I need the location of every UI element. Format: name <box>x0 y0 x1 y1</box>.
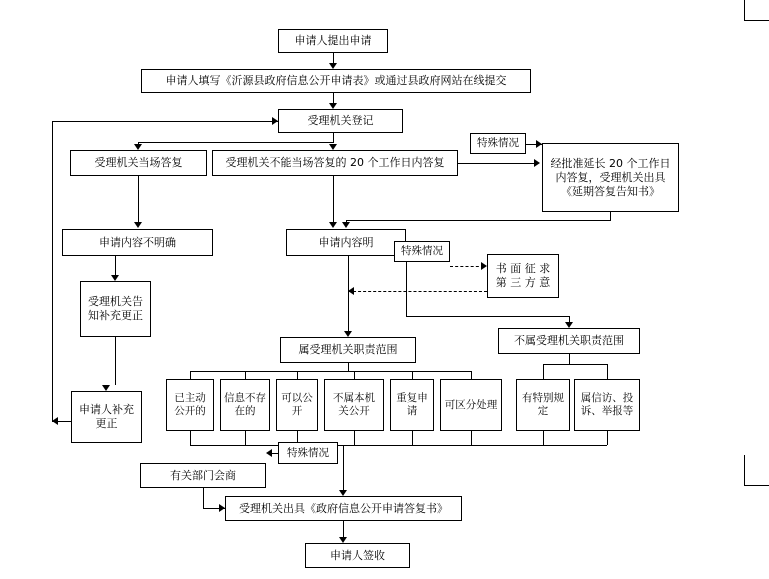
connector-left-loop-vertical <box>52 121 53 421</box>
bus-categories-right <box>543 364 607 365</box>
node-special-case-3: 特殊情况 <box>278 442 338 464</box>
connector-n9-n14-h <box>406 316 569 317</box>
node-extension-notice: 经批准延长 20 个工作日内答复，受理机关出具《延期答复告知书》 <box>542 143 679 212</box>
connector-cat4-down <box>354 431 355 445</box>
connector-cat-1 <box>190 371 191 379</box>
node-info-not-exist: 信息不存在的 <box>220 379 270 431</box>
connector-bottom-to-n26 <box>343 445 344 490</box>
connector-n11-back <box>348 291 487 292</box>
node-special-case-1: 特殊情况 <box>470 133 526 154</box>
node-outside-scope: 不属受理机关职责范围 <box>498 328 640 354</box>
connector-cat7-down <box>543 431 544 445</box>
connector-cat-5 <box>412 371 413 379</box>
node-special-provision: 有特别规定 <box>516 379 570 431</box>
connector-cat8-down <box>607 431 608 445</box>
arrowhead-n5-n7 <box>534 159 540 167</box>
node-agency-registration: 受理机关登记 <box>278 109 403 133</box>
node-issue-reply-document: 受理机关出具《政府信息公开申请答复书》 <box>225 496 462 521</box>
connector-cat6-down <box>471 431 472 445</box>
node-third-party-opinion: 书 面 征 求 第 三 方 意 <box>487 254 559 298</box>
arrowhead-n7-n9 <box>342 222 350 228</box>
node-content-unclear: 申请内容不明确 <box>62 229 213 256</box>
bus-bottom-collect <box>190 445 607 446</box>
bus-categories <box>190 371 472 372</box>
connector-cat1-down <box>190 431 191 445</box>
node-separable-handling: 可区分处理 <box>440 379 502 431</box>
arrowhead-n15-loop <box>52 417 58 425</box>
node-applicant-receives: 申请人签收 <box>305 543 410 568</box>
connector-n10-n11 <box>450 266 484 267</box>
node-repeat-application: 重复申请 <box>390 379 434 431</box>
connector-cat2-down <box>245 431 246 445</box>
corner-mark-tr-v <box>744 0 745 20</box>
corner-mark-br-h <box>744 485 769 486</box>
connector-n14-down <box>569 354 570 364</box>
arrowhead-n4-n8 <box>134 222 142 228</box>
connector-n13-down <box>348 363 349 371</box>
bus-n3-horizontal <box>138 142 334 143</box>
node-applicant-submits: 申请人提出申请 <box>278 29 388 53</box>
connector-n7-down <box>610 212 611 220</box>
connector-n5-n9 <box>333 176 334 222</box>
corner-mark-tr-h <box>744 20 769 21</box>
connector-cat-2 <box>245 371 246 379</box>
arrowhead-n5-n9 <box>329 222 337 228</box>
connector-n4-n8 <box>138 176 139 222</box>
node-notify-supplement: 受理机关告知补充更正 <box>80 281 151 337</box>
connector-n2-n3 <box>333 93 334 103</box>
node-applicant-supplement: 申请人补充更正 <box>71 391 142 443</box>
arrowhead-n24-n25 <box>266 449 272 457</box>
node-onsite-reply: 受理机关当场答复 <box>70 150 207 176</box>
arrowhead-n11-back <box>348 287 354 295</box>
connector-n25-n26-v <box>203 488 204 508</box>
connector-n9-down-right <box>406 256 407 316</box>
connector-left-loop-top <box>52 121 278 122</box>
connector-cat5-down <box>412 431 413 445</box>
connector-n12-n15 <box>115 337 116 385</box>
connector-n3-bus <box>333 133 334 142</box>
node-fill-application-form: 申请人填写《沂源县政府信息公开申请表》或通过县政府网站在线提交 <box>141 69 531 93</box>
node-can-disclose: 可以公开 <box>276 379 318 431</box>
connector-n1-n2 <box>333 53 334 63</box>
node-not-this-agency: 不属本机关公开 <box>324 379 384 431</box>
node-petition-complaint: 属信访、投诉、举报等 <box>574 379 640 431</box>
corner-mark-br-v <box>744 455 745 485</box>
node-reply-within-20-days: 受理机关不能当场答复的 20 个工作日内答复 <box>212 150 458 176</box>
node-within-scope: 属受理机关职责范围 <box>280 337 416 363</box>
connector-n26-n27 <box>343 521 344 537</box>
connector-n7-left <box>346 220 611 221</box>
connector-cat-4 <box>354 371 355 379</box>
connector-cat-7 <box>543 364 544 379</box>
node-content-clear: 申请内容明 <box>286 229 406 256</box>
node-already-public: 已主动公开的 <box>166 379 214 431</box>
node-special-case-2: 特殊情况 <box>394 241 450 262</box>
connector-n5-n7 <box>458 163 536 164</box>
connector-n8-n12 <box>115 256 116 275</box>
node-department-consultation: 有关部门会商 <box>140 463 266 488</box>
connector-cat-6 <box>471 371 472 379</box>
connector-cat-3 <box>297 371 298 379</box>
connector-cat-8 <box>607 364 608 379</box>
